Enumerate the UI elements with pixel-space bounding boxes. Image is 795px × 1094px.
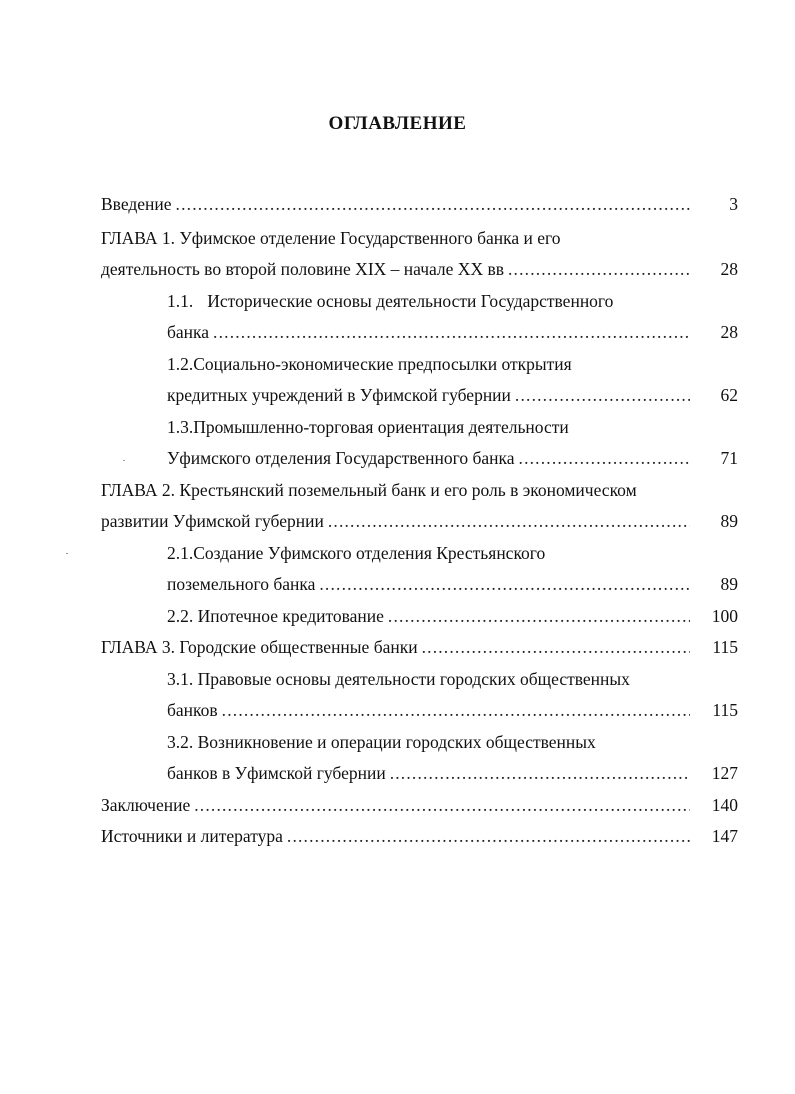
toc-page-number: 127 (711, 763, 738, 783)
scan-speck (123, 460, 125, 461)
toc-entry-text: банков в Уфимской губернии (167, 763, 386, 783)
toc-chapter-2-line-1 (101, 478, 738, 502)
toc-entry-text: 3.2. Возникновение и операции городских общественных (167, 732, 596, 752)
toc-section-3-1-line-2 (167, 698, 738, 722)
toc-entry-text: 1.2.Социально-экономические предпосылки открытия (167, 354, 572, 374)
toc-page-number: 89 (720, 574, 738, 594)
toc-page-number: 115 (712, 637, 738, 657)
leader-dots (319, 572, 690, 596)
leader-dots (519, 446, 690, 470)
toc-section-1-1-line-1 (167, 289, 738, 313)
leader-dots (213, 320, 690, 344)
leader-dots (515, 383, 690, 407)
toc-entry-sources (101, 824, 738, 848)
toc-chapter-1-line-2 (101, 257, 738, 281)
toc-section-1-2-line-2 (167, 383, 738, 407)
toc-entry-text: кредитных учреждений в Уфимской губернии (167, 385, 511, 405)
toc-entry-text: банка (167, 322, 210, 342)
toc-entry-text: ГЛАВА 1. Уфимское отделение Государственного банка и его (101, 228, 561, 248)
leader-dots (390, 761, 690, 785)
toc-section-1-2-line-1 (167, 352, 738, 376)
leader-dots (388, 604, 690, 628)
toc-page-number: 115 (712, 700, 738, 720)
leader-dots (194, 793, 690, 817)
toc-entry-conclusion (101, 793, 738, 817)
leader-dots (287, 824, 690, 848)
toc-page-number: 71 (720, 448, 738, 468)
toc-entry-text: поземельного банка (167, 574, 316, 594)
toc-page-number: 28 (720, 322, 738, 342)
toc-entry-text: развитии Уфимской губернии (101, 511, 324, 531)
toc-entry-text: ГЛАВА 2. Крестьянский поземельный банк и его роль в экономическом (101, 480, 637, 500)
toc-entry-text: Исторические основы деятельности Государственного (207, 291, 614, 311)
toc-entry-text: банков (167, 700, 218, 720)
toc-page-number: 3 (729, 194, 738, 214)
toc-chapter-2-line-2 (101, 509, 738, 533)
toc-page-number: 28 (720, 259, 738, 279)
toc-page-number: 140 (711, 795, 738, 815)
toc-page-number: 89 (720, 511, 738, 531)
toc-section-2-1-line-1 (167, 541, 738, 565)
toc-entry-introduction (101, 192, 738, 216)
scan-speck (66, 553, 68, 554)
toc-entry-text: 3.1. Правовые основы деятельности городских общественных (167, 669, 630, 689)
toc-chapter-1-line-1 (101, 226, 738, 250)
toc-section-2-1-line-2 (167, 572, 738, 596)
toc-entry-text: 2.2. Ипотечное кредитование (167, 606, 384, 626)
leader-dots (176, 192, 690, 216)
toc-section-3-2-line-2 (167, 761, 738, 785)
toc-chapter-3 (101, 635, 738, 659)
toc-page-number: 62 (720, 385, 738, 405)
toc-entry-text: Заключение (101, 795, 191, 815)
toc-entry-text: деятельность во второй половине XIX – начале XX вв (101, 259, 504, 279)
toc-entry-text: Уфимского отделения Государственного банка (167, 448, 515, 468)
toc-page-number: 100 (711, 606, 738, 626)
toc-section-1-3-line-2 (167, 446, 738, 470)
leader-dots (328, 509, 690, 533)
page-title: ОГЛАВЛЕНИЕ (328, 113, 467, 134)
toc-section-number: 1.1. (167, 291, 194, 311)
toc-entry-text: Источники и литература (101, 826, 283, 846)
toc-page-number: 147 (711, 826, 738, 846)
toc-entry-text: ГЛАВА 3. Городские общественные банки (101, 637, 418, 657)
leader-dots (508, 257, 690, 281)
toc-section-1-1-line-2 (167, 320, 738, 344)
leader-dots (422, 635, 690, 659)
toc-entry-text: 1.3.Промышленно-торговая ориентация деятельности (167, 417, 569, 437)
leader-dots (222, 698, 690, 722)
toc-section-1-3-line-1 (167, 415, 738, 439)
toc-section-2-2 (167, 604, 738, 628)
toc-entry-text: Введение (101, 194, 172, 214)
toc-section-3-1-line-1 (167, 667, 738, 691)
toc-section-3-2-line-1 (167, 730, 738, 754)
toc-entry-text: 2.1.Создание Уфимского отделения Крестьянского (167, 543, 546, 563)
